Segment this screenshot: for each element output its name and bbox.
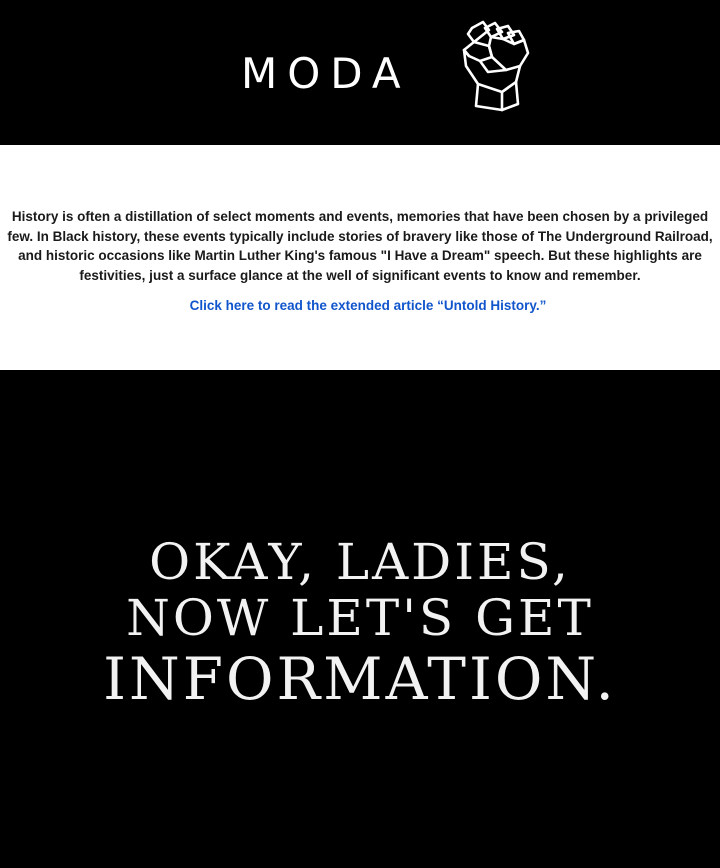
intro-paragraph: History is often a distillation of select moments and events, memories that have been chosen by a privileged few. In Black history, these events typically include stories of bravery like those of The Underground Railroad, and historic occasions like Martin Luther King's famous "I Have a Dream" speech. But these highlights are festivities, just a surface glance at the well of significant events to know and remember. xyxy=(7,209,713,283)
banner-line-1: OKAY, LADIES, xyxy=(149,533,571,591)
untold-history-link[interactable]: Click here to read the extended article “Untold History.” xyxy=(189,298,547,313)
site-header xyxy=(0,0,720,145)
gif-banner xyxy=(0,370,720,868)
brand-logo-text[interactable]: MODA xyxy=(241,49,411,98)
intro-section xyxy=(0,145,720,370)
banner-line-3: INFORMATION. xyxy=(103,645,617,713)
raised-fist-icon xyxy=(458,20,534,112)
banner-line-2: NOW LET'S GET xyxy=(126,589,594,647)
